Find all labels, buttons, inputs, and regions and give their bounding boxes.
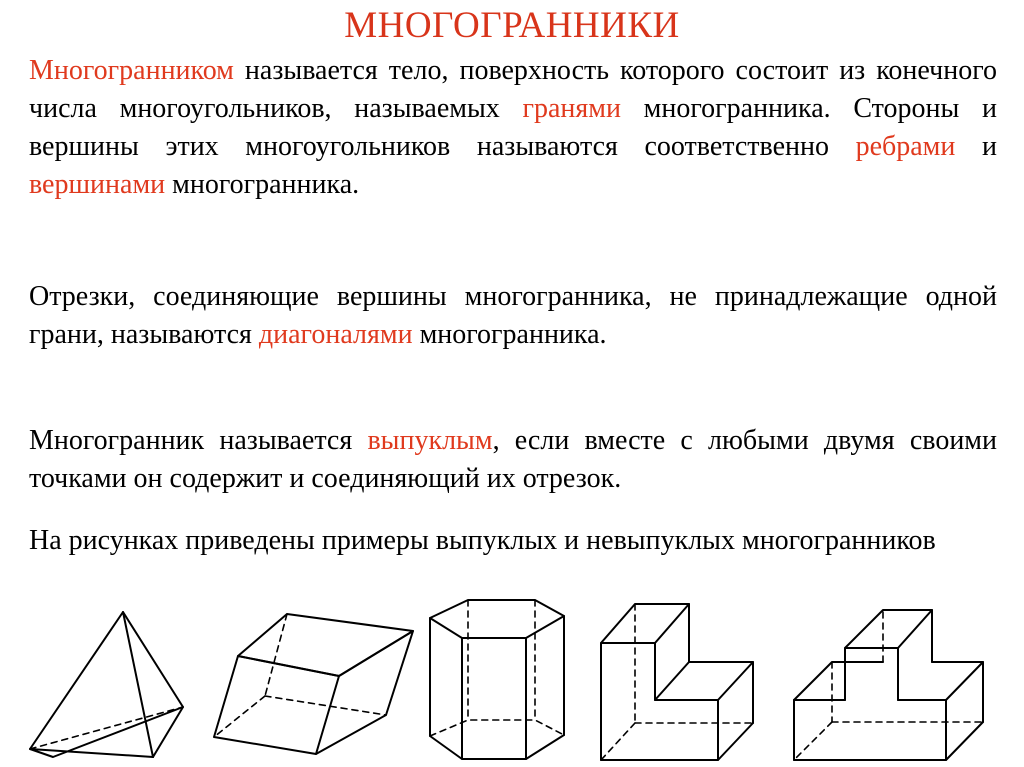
term-vertices: вершинами xyxy=(29,169,166,200)
term-diagonals: диагоналями xyxy=(258,319,413,350)
term-faces: гранями xyxy=(522,93,621,124)
parallelepiped-figure xyxy=(205,604,420,764)
text: , если вместе с любыми двумя своими точками он содержит и соединяющий их отрезок. xyxy=(29,425,998,494)
text: Многогранник называется xyxy=(29,425,368,456)
text: многогранника. Стороны и вершины этих многоугольников называются соответственно xyxy=(29,93,997,162)
text: Отрезки, соединяющие вершины многогранника, не принадлежащие одной грани, называются xyxy=(29,281,997,350)
text: На рисунках приведены примеры выпуклых и невыпуклых многогранников xyxy=(29,525,936,556)
page-title: МНОГОГРАННИКИ xyxy=(344,5,680,46)
definition-convex xyxy=(29,422,997,498)
hexagonal-prism-figure xyxy=(420,592,570,764)
term-polyhedron: Многогранником xyxy=(29,55,234,86)
l-shaped-solid-figure xyxy=(595,600,760,765)
text: многогранника. xyxy=(412,319,607,350)
tetrahedron-figure xyxy=(28,604,188,764)
term-edges: ребрами xyxy=(855,131,956,162)
examples-caption xyxy=(29,522,997,560)
term-convex: выпуклым xyxy=(367,425,493,456)
text: называется тело, поверхность которого состоит из конечного числа многоугольников, называемых xyxy=(29,55,997,124)
definition-polyhedron xyxy=(29,52,997,204)
t-shaped-solid-figure xyxy=(788,600,993,765)
text: многогранника. xyxy=(165,169,360,200)
definition-diagonals xyxy=(29,278,997,354)
text: и xyxy=(955,131,997,162)
